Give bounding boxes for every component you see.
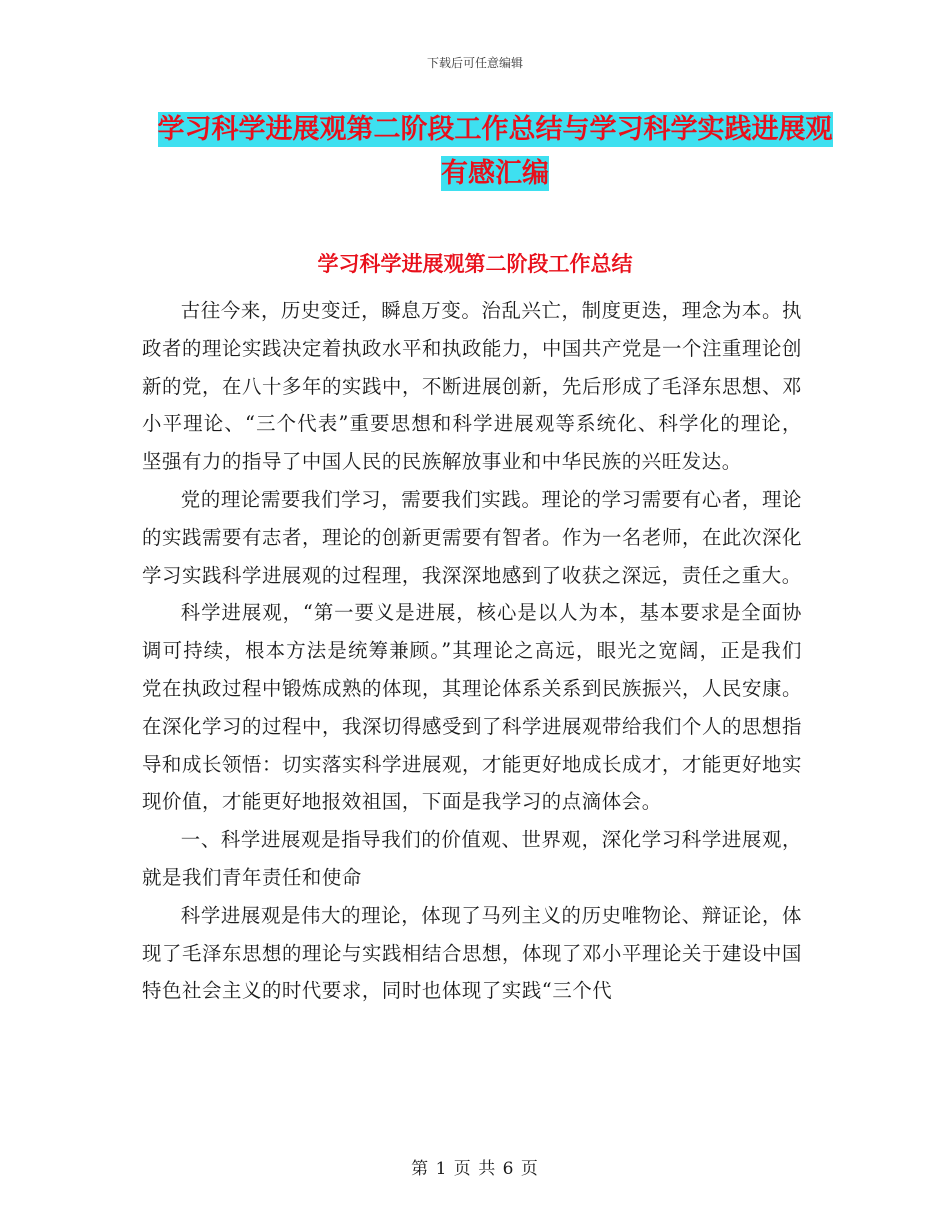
document-title (150, 108, 840, 196)
page-number-footer: 第 1 页 共 6 页 (411, 1159, 539, 1179)
body-paragraph: 一、科学进展观是指导我们的价值观、世界观，深化学习科学进展观，就是我们青年责任和使命 (142, 828, 802, 889)
body-paragraph: 科学进展观，“第一要义是进展，核心是以人为本，基本要求是全面协调可持续，根本方法是统筹兼顾。”其理论之高远，眼光之宽阔，正是我们党在执政过程中锻炼成熟的体现，其理论体系关系到民族振兴，人民安康。在深化学习的过程中，我深切得感受到了科学进展观带给我们个人的思想指导和成长领悟：切实落实科学进展观，才能更好地成长成才，才能更好地实现价值，才能更好地报效祖国，下面是我学习的点滴体会。 (142, 601, 802, 814)
body-paragraph: 党的理论需要我们学习，需要我们实践。理论的学习需要有心者，理论的实践需要有志者，理论的创新更需要有智者。作为一名老师，在此次深化学习实践科学进展观的过程理，我深深地感到了收获之深远，责任之重大。 (142, 487, 802, 587)
body-paragraph: 科学进展观是伟大的理论，体现了马列主义的历史唯物论、辩证论，体现了毛泽东思想的理论与实践相结合思想，体现了邓小平理论关于建设中国特色社会主义的时代要求，同时也体现了实践“三个代 (142, 903, 802, 1003)
page-header-note: 下载后可任意编辑 (426, 56, 523, 70)
body-paragraph: 古往今来，历史变迁，瞬息万变。治乱兴亡，制度更迭，理念为本。执政者的理论实践决定着执政水平和执政能力，中国共产党是一个注重理论创新的党，在八十多年的实践中，不断进展创新，先后形成了毛泽东思想、邓小平理论、“三个代表”重要思想和科学进展观等系统化、科学化的理论，坚强有力的指导了中国人民的民族解放事业和中华民族的兴旺发达。 (142, 299, 802, 474)
document-body (142, 292, 802, 1010)
document-title-text: 学习科学进展观第二阶段工作总结与学习科学实践进展观有感汇编 (157, 114, 833, 189)
section-title: 学习科学进展观第二阶段工作总结 (317, 252, 633, 276)
